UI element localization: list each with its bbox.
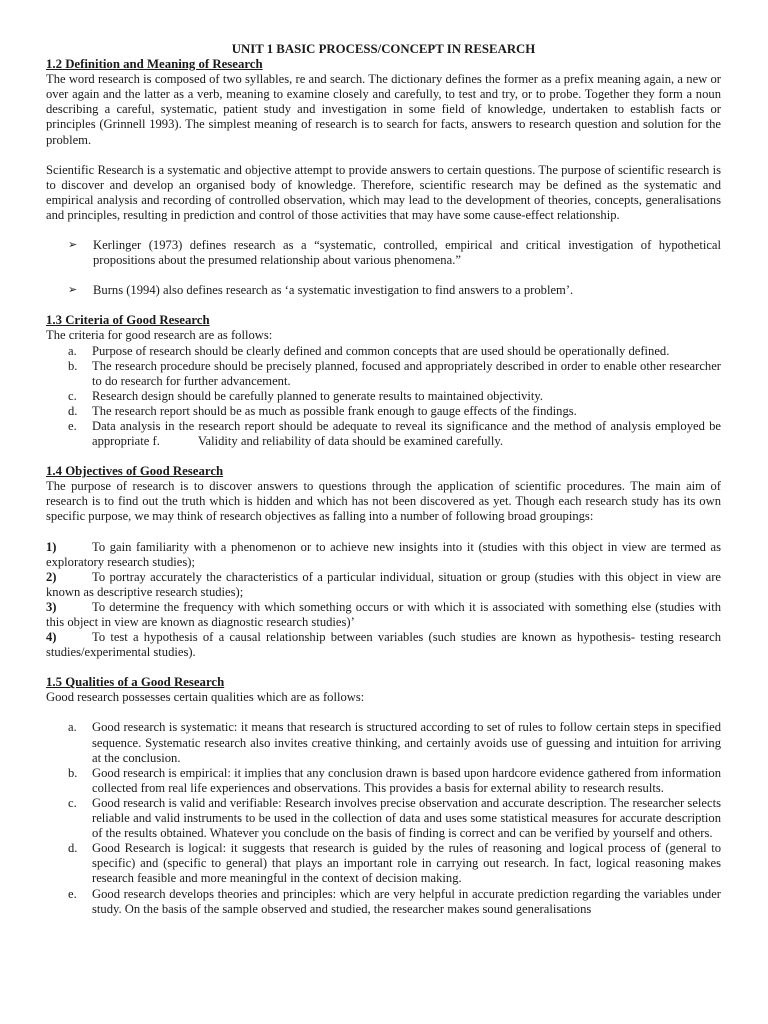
list-marker: 4) — [46, 630, 57, 645]
list-text: The research report should be as much as possible frank enough to gauge effects of the findings. — [92, 403, 577, 418]
document-title: UNIT 1 BASIC PROCESS/CONCEPT IN RESEARCH — [231, 42, 536, 56]
list-item — [68, 283, 721, 298]
list-item — [68, 887, 721, 917]
list-text: Purpose of research should be clearly defined and common concepts that are used should be operationally defined. — [92, 343, 670, 358]
list-item — [46, 630, 721, 660]
list-marker: a. — [68, 720, 77, 735]
qualities-intro: Good research possesses certain qualities which are as follows: — [46, 690, 365, 705]
section-heading-definition: 1.2 Definition and Meaning of Research — [46, 57, 263, 72]
list-item — [68, 389, 721, 404]
list-marker: b. — [68, 358, 78, 373]
definition-bullet-list — [46, 238, 721, 298]
list-item — [68, 796, 721, 841]
qualities-list — [46, 720, 721, 916]
bullet-text: Burns (1994) also defines research as ‘a systematic investigation to find answers to a problem’. — [93, 283, 574, 298]
list-item — [46, 600, 721, 630]
criteria-intro: The criteria for good research are as follows: — [46, 328, 273, 343]
list-marker: c. — [68, 388, 77, 403]
list-item — [68, 419, 721, 449]
arrow-bullet-icon: ➢ — [68, 239, 78, 252]
list-marker: b. — [68, 765, 78, 780]
section-heading-qualities: 1.5 Qualities of a Good Research — [46, 675, 225, 690]
list-text: To portray accurately the characteristics of a particular individual, situation or group (studies with this object in view are known as descriptive research studies); — [46, 569, 721, 599]
list-text: Research design should be carefully planned to generate results to maintained objectivity. — [92, 388, 544, 403]
list-item — [68, 359, 721, 389]
list-marker-inline: f. — [152, 434, 160, 449]
list-text: Good research is systematic: it means that research is structured according to set of rules to follow certain steps in specified sequence. Systematic research also invites creative thinking, and certainly avoids use of guessing and intuition for arriving at the conclusion. — [92, 720, 721, 765]
paragraph-definition-2: Scientific Research is a systematic and objective attempt to provide answers to certain questions. The purpose of scientific research is to discover and develop an organised body of knowledge. Therefore, scientific research may be defined as the systematic and empirical analysis and recording of controlled observation, which may lead to the development of theories, concepts, generalisations and principles, resulting in prediction and control of those activities that may have some cause-effect relationship. — [46, 162, 721, 222]
section-heading-criteria: 1.3 Criteria of Good Research — [46, 313, 210, 328]
list-marker: 2) — [46, 569, 57, 584]
list-text: Good research is valid and verifiable: Research involves precise observation and accurate description. The researcher selects reliable and valid instruments to be used in the collection of data and uses some statistical measures for accurate description of the results obtained. Whatever you conclude on the basis of finding is correct and can be verified by yourself and others. — [92, 795, 721, 841]
list-marker: 3) — [46, 599, 57, 614]
list-text: Good research is empirical: it implies that any conclusion drawn is based upon hardcore evidence gathered from information collected from real life experiences and observations. This provides a basis for external ability to research results. — [92, 765, 721, 795]
list-text: Good Research is logical: it suggests that research is guided by the rules of reasoning and logical process of (general to specific) and (specific to general) that plays an important role in carrying out research. In fact, logical reasoning makes research feasible and more meaningful in the context of decision making. — [92, 841, 721, 886]
list-item — [68, 404, 721, 419]
list-text: To determine the frequency with which something occurs or with which it is associated with something else (studies with this object in view are known as diagnostic research studies)’ — [46, 599, 721, 629]
list-text: Good research develops theories and principles: which are very helpful in accurate prediction regarding the variables under study. On the basis of the sample observed and studied, the researcher makes sound generalisations — [92, 886, 721, 916]
list-text: To test a hypothesis of a causal relationship between variables (such studies are known as hypothesis- testing research studies/experimental studies). — [46, 630, 721, 660]
list-marker: e. — [68, 886, 77, 901]
list-marker: a. — [68, 343, 77, 358]
list-text-main: Data analysis in the research report should be adequate to reveal its significance and the method of analysis employed be appropriate — [92, 418, 721, 449]
list-item — [68, 766, 721, 796]
list-text-inline: Validity and reliability of data should be examined carefully. — [197, 434, 504, 449]
section-heading-objectives: 1.4 Objectives of Good Research — [46, 464, 224, 479]
list-text — [92, 419, 721, 449]
list-item — [68, 344, 721, 359]
objectives-list — [46, 540, 721, 661]
bullet-text: Kerlinger (1973) defines research as a “systematic, controlled, empirical and critical investigation of hypothetical propositions about the presumed relationship about various phenomena.” — [93, 238, 721, 268]
list-marker: c. — [68, 795, 77, 810]
list-item — [46, 540, 721, 570]
criteria-list — [46, 344, 721, 450]
list-marker: e. — [68, 418, 77, 433]
list-item — [68, 841, 721, 886]
document-page — [46, 42, 721, 917]
list-marker: 1) — [46, 539, 57, 554]
list-item — [68, 238, 721, 268]
list-marker: d. — [68, 841, 78, 856]
paragraph-definition-1: The word research is composed of two syllables, re and search. The dictionary defines the former as a prefix meaning again, a new or over again and the latter as a verb, meaning to examine closely and carefully, to test and try, or to probe. Together they form a noun describing a careful, systematic, patient study and investigation in some field of knowledge, undertaken to establish facts or principles (Grinnell 1993). The simplest meaning of research is to search for facts, answers to research question and solution for the problem. — [46, 72, 721, 147]
list-text: To gain familiarity with a phenomenon or to achieve new insights into it (studies with this object in view are termed as exploratory research studies); — [46, 539, 721, 569]
list-item — [68, 720, 721, 765]
list-text: The research procedure should be precisely planned, focused and appropriately described in order to enable other researcher to do research for further advancement. — [92, 358, 721, 388]
arrow-bullet-icon: ➢ — [68, 284, 78, 297]
list-marker: d. — [68, 403, 78, 418]
objectives-intro: The purpose of research is to discover answers to questions through the application of scientific procedures. The main aim of research is to find out the truth which is hidden and which has not been discovered as yet. Though each research study has its own specific purpose, we may think of research objectives as falling into a number of following broad groupings: — [46, 479, 721, 524]
list-item — [46, 570, 721, 600]
